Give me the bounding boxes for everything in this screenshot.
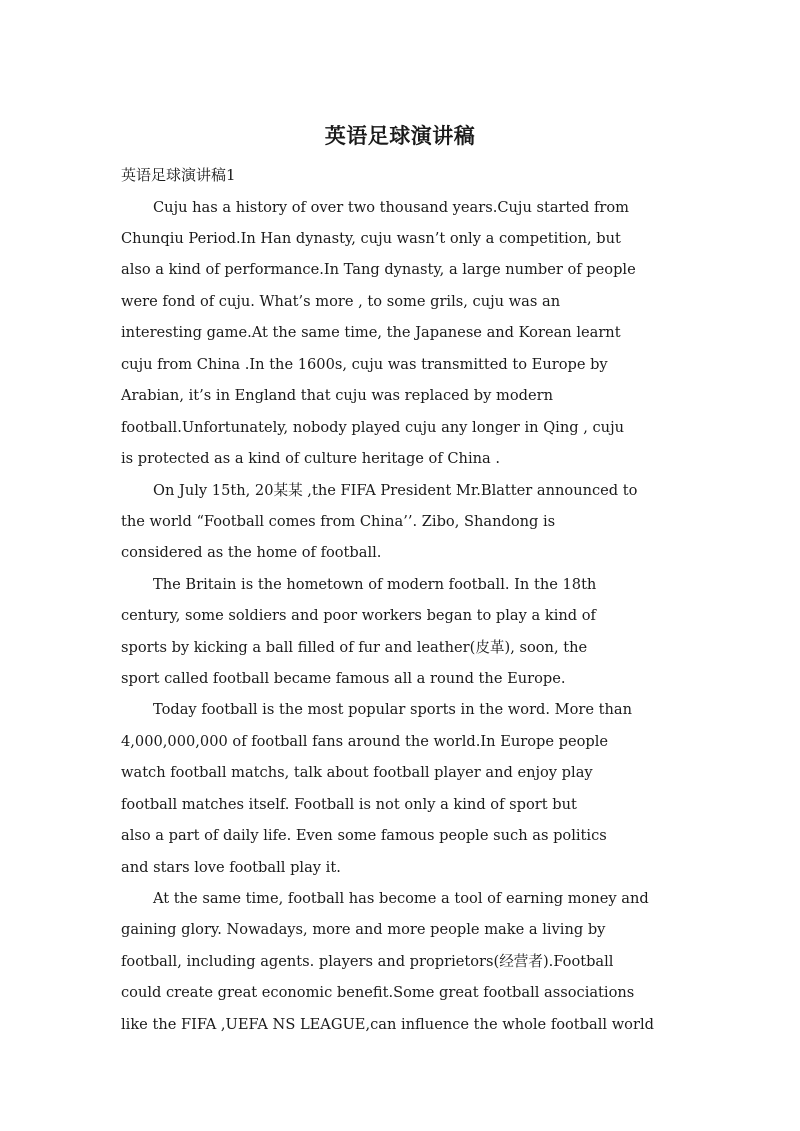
paragraph-4-line-2: 4,000,000,000 of football fans around the world.In Europe people — [121, 733, 609, 750]
paragraph-5-line-2: gaining glory. Nowadays, more and more people make a living by — [121, 921, 606, 938]
paragraph-1-line-2: Chunqiu Period.In Han dynasty, cuju wasn’t only a competition, but — [121, 230, 621, 247]
paragraph-5-line-5: like the FIFA ,UEFA NS LEAGUE,can influence the whole football world — [121, 1016, 654, 1033]
paragraph-1-line-8: football.Unfortunately, nobody played cuju any longer in Qing , cuju — [121, 419, 624, 436]
paragraph-1-line-1: Cuju has a history of over two thousand years.Cuju started from — [153, 199, 629, 216]
paragraph-4-line-6: and stars love football play it. — [121, 859, 341, 876]
paragraph-1-line-5: interesting game.At the same time, the Japanese and Korean learnt — [121, 324, 621, 341]
document-title: 英语足球演讲稿 — [324, 124, 476, 148]
paragraph-1-line-9: is protected as a kind of culture heritage of China . — [121, 450, 500, 467]
paragraph-3-line-2: century, some soldiers and poor workers began to play a kind of — [121, 607, 596, 624]
paragraph-4-line-1: Today football is the most popular sports in the word. More than — [153, 701, 633, 718]
paragraph-1-line-6: cuju from China .In the 1600s, cuju was transmitted to Europe by — [121, 356, 608, 373]
paragraph-1-line-7: Arabian, it’s in England that cuju was replaced by modern — [121, 387, 553, 404]
paragraph-5-line-1: At the same time, football has become a tool of earning money and — [153, 890, 649, 907]
paragraph-4-line-4: football matches itself. Football is not only a kind of sport but — [121, 796, 577, 813]
paragraph-1-line-4: were fond of cuju. What’s more , to some grils, cuju was an — [121, 293, 561, 310]
paragraph-4-line-3: watch football matchs, talk about football player and enjoy play — [121, 764, 593, 781]
paragraph-3-line-1: The Britain is the hometown of modern football. In the 18th — [153, 576, 597, 593]
section-heading: 英语足球演讲稿1 — [121, 166, 236, 184]
paragraph-2-line-2: the world “Football comes from China’’. Zibo, Shandong is — [121, 513, 556, 530]
paragraph-2-line-3: considered as the home of football. — [121, 544, 382, 561]
paragraph-3-line-3: sports by kicking a ball filled of fur and leather(皮革), soon, the — [121, 639, 588, 656]
paragraph-4-line-5: also a part of daily life. Even some famous people such as politics — [121, 827, 607, 844]
paragraph-1-line-3: also a kind of performance.In Tang dynasty, a large number of people — [121, 261, 636, 278]
paragraph-5-line-4: could create great economic benefit.Some great football associations — [121, 984, 635, 1001]
paragraph-5-line-3: football, including agents. players and proprietors(经营者).Football — [121, 953, 614, 970]
paragraph-2-line-1: On July 15th, 20某某 ,the FIFA President Mr.Blatter announced to — [153, 482, 638, 499]
paragraph-3-line-4: sport called football became famous all a round the Europe. — [121, 670, 566, 687]
